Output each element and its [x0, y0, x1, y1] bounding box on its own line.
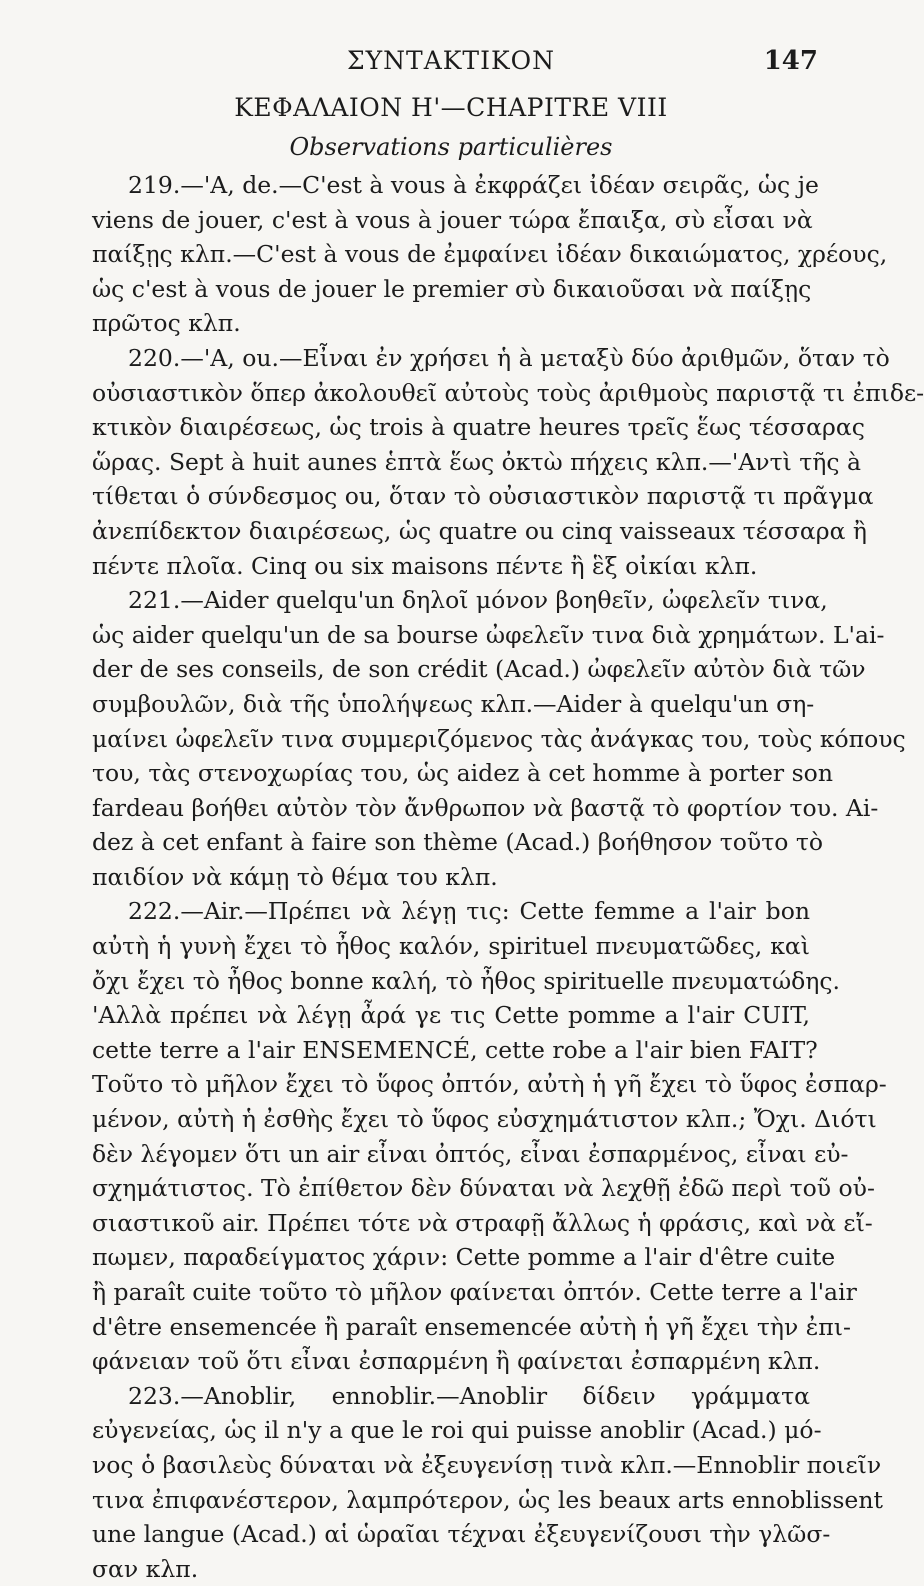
text-line: πρῶτος κλπ.: [92, 309, 241, 338]
text-line: 219.—'A, de.—C'est à vous à ἐκφράζει ἰδέαν σειρᾶς, ὡς je: [128, 171, 819, 199]
text-line: d'être ensemencée ἢ paraît ensemencée αὐτὴ ἡ γῆ ἔχει τὴν ἐπι-: [92, 1312, 851, 1341]
text-line: δὲν λέγομεν ὅτι un air εἶναι ὀπτός, εἶναι ἐσπαρμένος, εἶναι εὐ-: [92, 1139, 849, 1168]
text-line: ἢ paraît cuite τοῦτο τὸ μῆλον φαίνεται ὀπτόν. Cette terre a l'air: [92, 1278, 857, 1306]
text-line: ὥρας. Sept à huit aunes ἑπτὰ ἕως ὀκτὼ πήχεις κλπ.—'Αντὶ τῆς à: [92, 447, 861, 476]
text-line: τίθεται ὁ σύνδεσμος ou, ὅταν τὸ οὐσιαστικὸν παριστᾷ τι πρᾶγμα: [92, 482, 874, 511]
text-line: viens de jouer, c'est à vous à jouer τώρα ἔπαιξα, σὺ εἶσαι νὰ: [92, 205, 813, 234]
text-line: παιδίον νὰ κάμῃ τὸ θέμα του κλπ.: [92, 862, 498, 891]
text-line: une langue (Acad.) αἱ ὡραῖαι τέχναι ἐξευγενίζουσι τὴν γλῶσ-: [92, 1520, 831, 1549]
text-line: 221.—Aider quelqu'un δηλοῖ μόνον βοηθεῖν, ὠφελεῖν τινα,: [128, 586, 828, 615]
text-line: κτικὸν διαιρέσεως, ὡς trois à quatre heures τρεῖς ἕως τέσσαρας: [92, 413, 865, 442]
text-line: 220.—'A, ou.—Εἶναι ἐν χρήσει ἡ à μεταξὺ δύο ἀριθμῶν, ὅταν τὸ: [128, 343, 890, 372]
text-line: 222.—Air.—Πρέπει νὰ λέγῃ τις: Cette femme a l'air bon: [128, 897, 810, 926]
text-line: φάνειαν τοῦ ὅτι εἶναι ἐσπαρμένη ἢ φαίνεται ἐσπαρμένη κλπ.: [92, 1347, 821, 1376]
text-line: οὐσιαστικὸν ὅπερ ἀκολουθεῖ αὐτοὺς τοὺς ἀριθμοὺς παριστᾷ τι ἐπιδε-: [92, 378, 924, 407]
page-number: 147: [763, 46, 818, 76]
running-title: ΣΥΝΤΑΚΤΙΚΟΝ: [346, 46, 556, 75]
text-line: σχημάτιστος. Τὸ ἐπίθετον δὲν δύναται νὰ λεχθῇ ἐδῶ περὶ τοῦ οὐ-: [92, 1174, 875, 1203]
text-line: του, τὰς στενοχωρίας του, ὡς aidez à cet homme à porter son: [92, 759, 833, 788]
chapter-heading: ΚΕΦΑΛΑΙΟΝ Η'—CHAPITRE VIII: [234, 93, 668, 122]
text-line: τινα ἐπιφανέστερον, λαμπρότερον, ὡς les beaux arts ennoblissent: [92, 1485, 883, 1514]
text-line: αὐτὴ ἡ γυνὴ ἔχει τὸ ἦθος καλόν, spirituel πνευματῶδες, καὶ: [92, 932, 810, 961]
text-line: παίξῃς κλπ.—C'est à vous de ἐμφαίνει ἰδέαν δικαιώματος, χρέους,: [92, 240, 888, 269]
text-line: συμβουλῶν, διὰ τῆς ὑπολήψεως κλπ.—Aider à quelqu'un ση-: [92, 689, 815, 718]
page-header: [0, 44, 902, 84]
text-line: ὡς aider quelqu'un de sa bourse ὠφελεῖν τινα διὰ χρημάτων. L'ai-: [92, 620, 885, 649]
text-line: πωμεν, παραδείγματος χάριν: Cette pomme a l'air d'être cuite: [92, 1243, 836, 1272]
text-line: πέντε πλοῖα. Cinq ou six maisons πέντε ἢ ἓξ οἰκίαι κλπ.: [92, 551, 758, 580]
text-line: 'Αλλὰ πρέπει νὰ λέγῃ ἆρά γε τις Cette pomme a l'air CUIT,: [92, 1001, 810, 1030]
body-text: [92, 168, 924, 1586]
text-line: μένον, αὐτὴ ἡ ἐσθὴς ἔχει τὸ ὕφος εὐσχημάτιστον κλπ.; Ὄχι. Διότι: [92, 1105, 877, 1134]
text-line: σιαστικοῦ air. Πρέπει τότε νὰ στραφῇ ἄλλως ἡ φράσις, καὶ νὰ εἴ-: [92, 1208, 873, 1237]
section-subtitle: Observations particulières: [289, 133, 613, 161]
text-line: εὐγενείας, ὡς il n'y a que le roi qui puisse anoblir (Acad.) μό-: [92, 1416, 822, 1445]
text-line: μαίνει ὠφελεῖν τινα συμμεριζόμενος τὰς ἀνάγκας του, τοὺς κόπους: [92, 724, 906, 753]
text-line: ἀνεπίδεκτον διαιρέσεως, ὡς quatre ou cinq vaisseaux τέσσαρα ἢ: [92, 516, 867, 545]
text-line: 223.—Anoblir, ennoblir.—Anoblir δίδειν γράμματα: [128, 1381, 810, 1410]
text-line: νος ὁ βασιλεὺς δύναται νὰ ἐξευγενίσῃ τινὰ κλπ.—Ennoblir ποιεῖν: [92, 1450, 882, 1479]
text-line: dez à cet enfant à faire son thème (Acad.) βοήθησον τοῦτο τὸ: [92, 828, 823, 857]
text-line: der de ses conseils, de son crédit (Acad.) ὠφελεῖν αὐτὸν διὰ τῶν: [92, 655, 866, 684]
text-line: Τοῦτο τὸ μῆλον ἔχει τὸ ὕφος ὀπτόν, αὐτὴ ἡ γῆ ἔχει τὸ ὕφος ἐσπαρ-: [92, 1070, 887, 1099]
text-line: ὡς c'est à vous de jouer le premier σὺ δικαιοῦσαι νὰ παίξῃς: [92, 274, 812, 303]
text-line: fardeau βοήθει αὐτὸν τὸν ἄνθρωπον νὰ βαστᾷ τὸ φορτίον του. Ai-: [92, 793, 879, 822]
text-line: σαν κλπ.: [92, 1554, 199, 1583]
text-line: cette terre a l'air ENSEMENCÉ, cette robe a l'air bien FAIT?: [92, 1035, 818, 1064]
text-line: ὄχι ἔχει τὸ ἦθος bonne καλή, τὸ ἦθος spirituelle πνευματώδης.: [92, 966, 840, 995]
